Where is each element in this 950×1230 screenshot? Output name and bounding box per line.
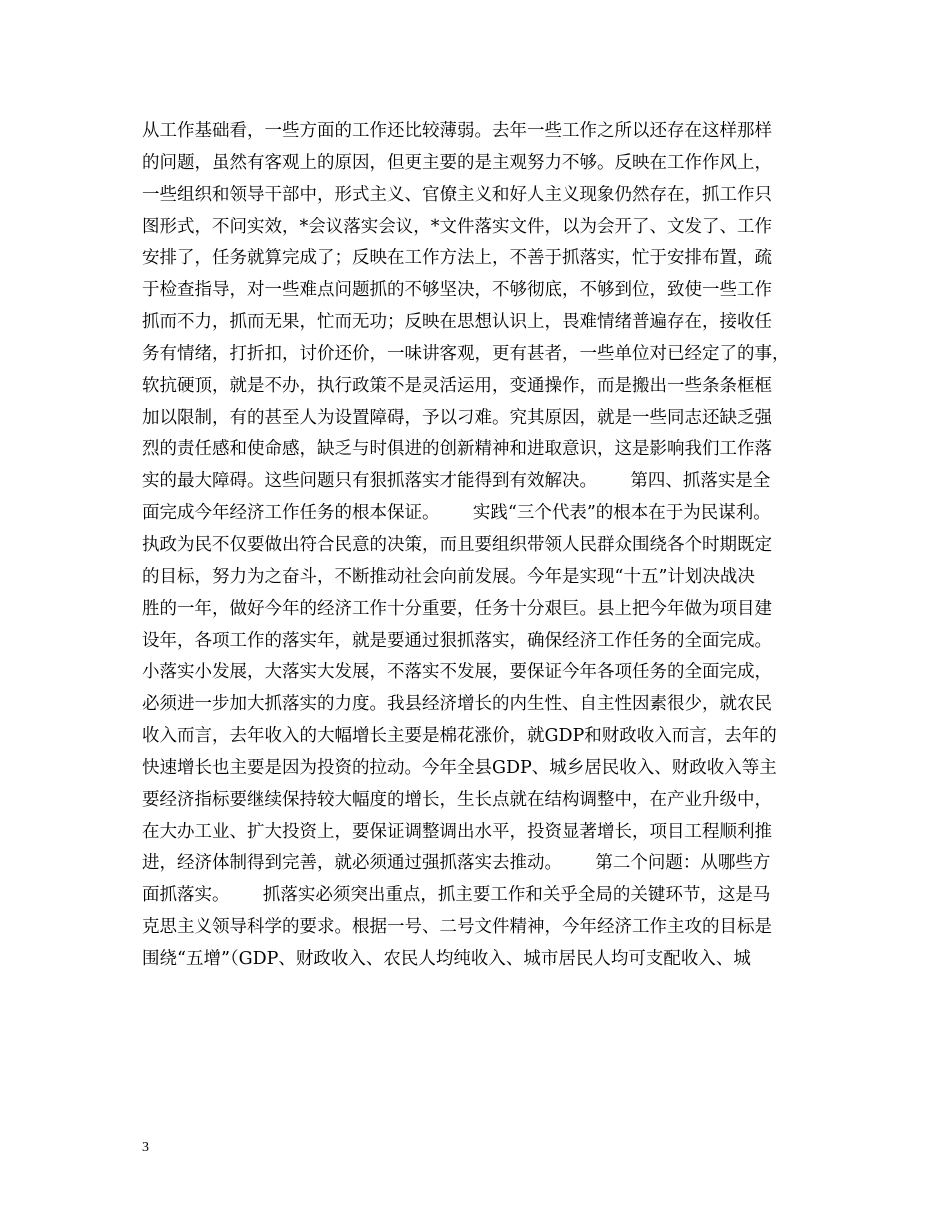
text-line: 快速增长也主要是因为投资的拉动。今年全县GDP、城乡居民收入、财政收入等主 [142, 757, 777, 778]
text-line: 抓而不力，抓而无果，忙而无功；反映在思想认识上，畏难情绪普遍存在，接收任 [142, 312, 772, 333]
body-text [142, 116, 822, 976]
text-line: 烈的责任感和使命感，缺乏与时俱进的创新精神和进取意识，这是影响我们工作落 [142, 439, 772, 460]
text-line: 必须进一步加大抓落实的力度。我县经济增长的内生性、自主性因素很少，就农民 [142, 694, 772, 715]
text-line: 胜的一年，做好今年的经济工作十分重要，任务十分艰巨。县上把今年做为项目建 [142, 598, 772, 619]
text-line: 从工作基础看，一些方面的工作还比较薄弱。去年一些工作之所以还存在这样那样 [142, 121, 772, 141]
text-line: 加以限制，有的甚至人为设置障碍，予以刁难。究其原因，就是一些同志还缺乏强 [142, 407, 772, 428]
text-line: 于检查指导，对一些难点问题抓的不够坚决，不够彻底，不够到位，致使一些工作 [142, 280, 772, 301]
text-line: 要经济指标要继续保持较大幅度的增长，生长点就在结构调整中，在产业升级中， [142, 789, 772, 810]
text-line: 面完成今年经济工作任务的根本保证。 实践“三个代表”的根本在于为民谋利。 [142, 503, 771, 524]
text-line: 务有情绪，打折扣，讨价还价，一味讲客观，更有甚者，一些单位对已经定了的事， [142, 343, 790, 364]
page-number: 3 [142, 1140, 149, 1155]
text-line: 进，经济体制得到完善，就必须通过强抓落实去推动。 第二个问题：从哪些方 [142, 853, 771, 874]
text-line: 克思主义领导科学的要求。根据一号、二号文件精神，今年经济工作主攻的目标是 [142, 917, 772, 938]
text-line: 设年，各项工作的落实年，就是要通过狠抓落实，确保经济工作任务的全面完成。 [142, 630, 772, 651]
text-line: 围绕“五增”（GDP、财政收入、农民人均纯收入、城市居民人均可支配收入、城 [142, 948, 751, 969]
text-line: 面抓落实。 抓落实必须突出重点，抓主要工作和关乎全局的关键环节，这是马 [142, 885, 771, 906]
text-line: 的目标，努力为之奋斗，不断推动社会向前发展。今年是实现“十五”计划决战决 [142, 566, 755, 587]
text-line: 实的最大障碍。这些问题只有狠抓落实才能得到有效解决。 第四、抓落实是全 [142, 471, 771, 492]
text-line: 收入而言，去年收入的大幅增长主要是棉花涨价，就GDP和财政收入而言，去年的 [142, 726, 777, 747]
text-line: 的问题，虽然有客观上的原因，但更主要的是主观努力不够。反映在工作作风上， [142, 152, 772, 173]
text-line: 安排了，任务就算完成了；反映在工作方法上，不善于抓落实，忙于安排布置，疏 [142, 248, 772, 269]
text-line: 小落实小发展，大落实大发展，不落实不发展，要保证今年各项任务的全面完成， [142, 662, 772, 683]
text-line: 执政为民不仅要做出符合民意的决策，而且要组织带领人民群众围绕各个时期既定 [142, 534, 772, 555]
text-line: 一些组织和领导干部中，形式主义、官僚主义和好人主义现象仍然存在，抓工作只 [142, 184, 772, 205]
text-line: 在大办工业、扩大投资上，要保证调整调出水平，投资显著增长，项目工程顺利推 [142, 821, 772, 842]
text-line: 图形式，不问实效，*会议落实会议，*文件落实文件，以为会开了、文发了、工作 [142, 216, 772, 237]
text-line: 软抗硬顶，就是不办，执行政策不是灵活运用，变通操作，而是搬出一些条条框框 [142, 375, 772, 396]
